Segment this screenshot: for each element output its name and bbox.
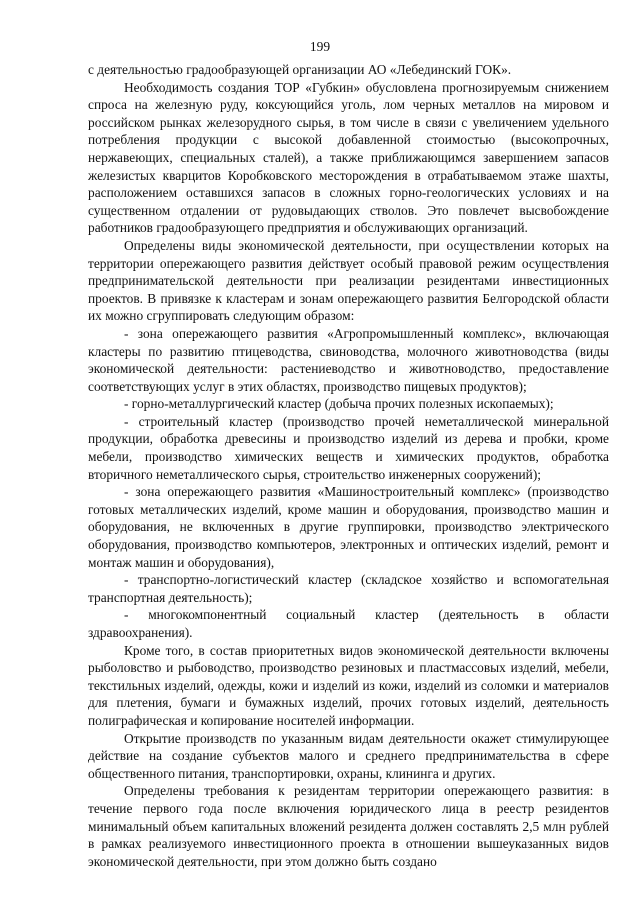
list-item: - транспортно-логистический кластер (складское хозяйство и вспомогательная транспортная деятельность);	[88, 572, 609, 605]
list-item: - многокомпонентный социальный кластер (деятельность в области здравоохранения).	[88, 607, 609, 640]
paragraph: Определены требования к резидентам территории опережающего развития: в течение первого года после включения юридического лица в реестр резидентов минимальный объем капитальных вложений резидента должен составлять 2,5 млн рублей в рамках реализуемого инвестиционного проекта в отношении вышеуказанных видов экономической деятельности, при этом должно быть создано	[88, 783, 609, 869]
paragraph: Открытие производств по указанным видам деятельности окажет стимулирующее действие на создание субъектов малого и среднего предпринимательства в сфере общественного питания, транспортировки, охраны, клининга и других.	[88, 730, 609, 781]
list-item: - зона опережающего развития «Агропромышленный комплекс», включающая кластеры по развитию птицеводства, свиноводства, молочного животноводства (виды экономической деятельности: растениеводство и животноводство, предоставление соответствующих услуг в этих областях, производство пищевых продуктов);	[88, 325, 609, 394]
list-item: - строительный кластер (производство прочей неметаллической минеральной продукции, обработка древесины и производство изделий из дерева и пробки, кроме мебели, производство химических веществ и химических продуктов, обработка вторичного неметаллического сырья, строительство инженерных сооружений);	[88, 413, 609, 482]
list-item: - горно-металлургический кластер (добыча прочих полезных ископаемых);	[124, 396, 554, 412]
paragraph: Кроме того, в состав приоритетных видов экономической деятельности включены рыболовство и рыбоводство, производство резиновых и пластмассовых изделий, мебели, текстильных изделий, одежды, кожи и изделий из кожи, изделий из соломки и материалов для плетения, бумаги и бумажных изделий, прочих готовых изделий, деятельность полиграфическая и копирование носителей информации.	[88, 642, 609, 728]
paragraph: Определены виды экономической деятельности, при осуществлении которых на территории опережающего развития действует особый правовой режим осуществления предпринимательской деятельности при реализации резидентами инвестиционных проектов. В привязке к кластерам и зонам опережающего развития Белгородской области их можно сгруппировать следующим образом:	[88, 237, 609, 324]
page-number: 199	[309, 39, 331, 54]
paragraph: Необходимость создания ТОР «Губкин» обусловлена прогнозируемым снижением спроса на железную руду, коксующийся уголь, лом черных металлов на мировом и российском рынках железорудного сырья, в том числе в связи с увеличением удельного потребления продукции с высокой добавленной стоимостью (высокопрочных, нержавеющих, специальных сталей), а также приближающимся завершением запасов железистых кварцитов Коробковского месторождения в отрабатываемом этаже шахты, расположением оставшихся запасов в сложных горно-геологических условиях и на существенном отдалении от рудовыдающих стволов. Это повлечет высвобождение работников градообразующего предприятия и обслуживающих организаций.	[88, 79, 609, 236]
document-body	[88, 61, 609, 870]
paragraph-continuation: с деятельностью градообразующей организации АО «Лебединский ГОК».	[88, 62, 512, 77]
list-item: - зона опережающего развития «Машиностроительный комплекс» (производство готовых металлических изделий, кроме машин и оборудования, производство машин и оборудования, не включенных в другие группировки, производство электрического оборудования, производство компьютеров, электронных и оптических изделий, ремонт и монтаж машин и оборудования),	[88, 484, 609, 570]
